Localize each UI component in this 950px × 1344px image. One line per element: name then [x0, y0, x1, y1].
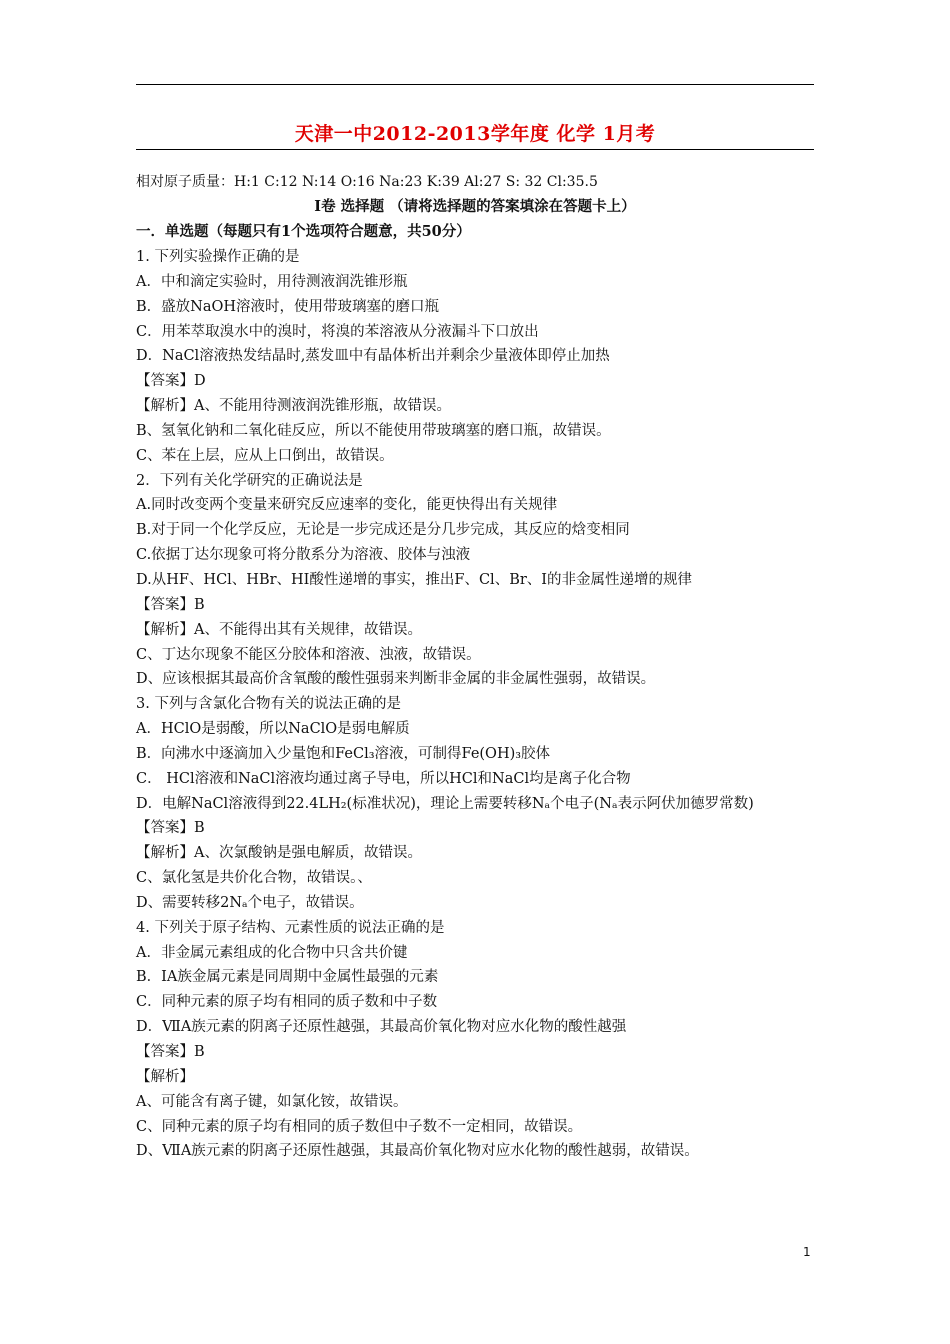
- q4-option-a: A．非金属元素组成的化合物中只含共价键: [136, 944, 408, 961]
- title-underline: [136, 149, 814, 150]
- q2-analysis-line: D、应该根据其最高价含氧酸的酸性强弱来判断非金属的非金属性强弱，故错误。: [136, 671, 656, 688]
- section-title: I卷 选择题 （请将选择题的答案填涂在答题卡上）: [314, 198, 636, 215]
- q1-analysis-line: B、氢氧化钠和二氧化硅反应，所以不能使用带玻璃塞的磨口瓶，故错误。: [136, 422, 611, 439]
- q4-analysis-line: C、同种元素的原子均有相同的质子数但中子数不一定相同，故错误。: [136, 1118, 583, 1135]
- q4-analysis: 【解析】: [136, 1068, 194, 1085]
- q2-option-a: A.同时改变两个变量来研究反应速率的变化，能更快得出有关规律: [136, 497, 558, 514]
- q4-option-b: B．IA族金属元素是同周期中金属性最强的元素: [136, 969, 439, 986]
- q2-analysis-line: C、丁达尔现象不能区分胶体和溶液、浊液，故错误。: [136, 646, 481, 663]
- question-3-stem: 3. 下列与含氯化合物有关的说法正确的是: [136, 696, 401, 713]
- q2-option-d: D.从HF、HCl、HBr、HI酸性递增的事实，推出F、Cl、Br、I的非金属性递增的规律: [136, 571, 693, 588]
- q1-analysis-line: C、苯在上层，应从上口倒出，故错误。: [136, 447, 394, 464]
- q2-option-b: B.对于同一个化学反应，无论是一步完成还是分几步完成，其反应的焓变相同: [136, 522, 630, 539]
- q3-option-a: A．HClO是弱酸，所以NaClO是弱电解质: [136, 721, 410, 738]
- header-rule: [136, 84, 814, 85]
- page-title: 天津一中2012-2013学年度 化学 1月考: [294, 123, 656, 145]
- question-2-stem: 2．下列有关化学研究的正确说法是: [136, 472, 363, 489]
- page-number: 1: [803, 1245, 811, 1259]
- q4-option-d: D．ⅦA族元素的阴离子还原性越强，其最高价氧化物对应水化物的酸性越强: [136, 1019, 627, 1036]
- q2-option-c: C.依据丁达尔现象可将分散系分为溶液、胶体与浊液: [136, 547, 471, 564]
- question-body: [136, 245, 816, 1164]
- q3-option-c: C． HCl溶液和NaCl溶液均通过离子导电，所以HCl和NaCl均是离子化合物: [136, 770, 631, 787]
- q3-analysis-line: D、需要转移2Nₐ个电子，故错误。: [136, 894, 364, 911]
- part-title: 一．单选题（每题只有1个选项符合题意，共50分）: [136, 223, 471, 240]
- q2-analysis: 【解析】A、不能得出其有关规律，故错误。: [136, 621, 422, 638]
- q1-analysis: 【解析】A、不能用待测液润洗锥形瓶，故错误。: [136, 398, 451, 415]
- q1-option-d: D．NaCl溶液热发结晶时,蒸发皿中有晶体析出并剩余少量液体即停止加热: [136, 348, 610, 365]
- atomic-masses: 相对原子质量：H:1 C:12 N:14 O:16 Na:23 K:39 Al:27 S: 32 Cl:35.5: [136, 174, 598, 190]
- q3-option-d: D．电解NaCl溶液得到22.4LH₂(标准状况)，理论上需要转移Nₐ个电子(Nₐ表示阿伏加德罗常数): [136, 795, 754, 812]
- q3-option-b: B．向沸水中逐滴加入少量饱和FeCl₃溶液，可制得Fe(OH)₃胶体: [136, 745, 551, 762]
- q1-option-c: C．用苯萃取溴水中的溴时，将溴的苯溶液从分液漏斗下口放出: [136, 323, 539, 340]
- q4-answer: 【答案】B: [136, 1044, 205, 1060]
- q4-analysis-line: D、ⅦA族元素的阴离子还原性越强，其最高价氧化物对应水化物的酸性越弱，故错误。: [136, 1143, 699, 1160]
- q3-analysis: 【解析】A、次氯酸钠是强电解质，故错误。: [136, 845, 422, 862]
- question-1-stem: 1. 下列实验操作正确的是: [136, 249, 300, 265]
- q1-answer: 【答案】D: [136, 373, 206, 390]
- q3-answer: 【答案】B: [136, 820, 205, 837]
- q1-option-a: A．中和滴定实验时，用待测液润洗锥形瓶: [136, 273, 408, 290]
- q4-analysis-line: A、可能含有离子键，如氯化铵，故错误。: [136, 1093, 408, 1110]
- question-4-stem: 4. 下列关于原子结构、元素性质的说法正确的是: [136, 919, 445, 936]
- q4-option-c: C．同种元素的原子均有相同的质子数和中子数: [136, 994, 438, 1011]
- q1-option-b: B．盛放NaOH溶液时，使用带玻璃塞的磨口瓶: [136, 298, 440, 315]
- q2-answer: 【答案】B: [136, 596, 205, 613]
- q3-analysis-line: C、氯化氢是共价化合物，故错误。、: [136, 870, 372, 887]
